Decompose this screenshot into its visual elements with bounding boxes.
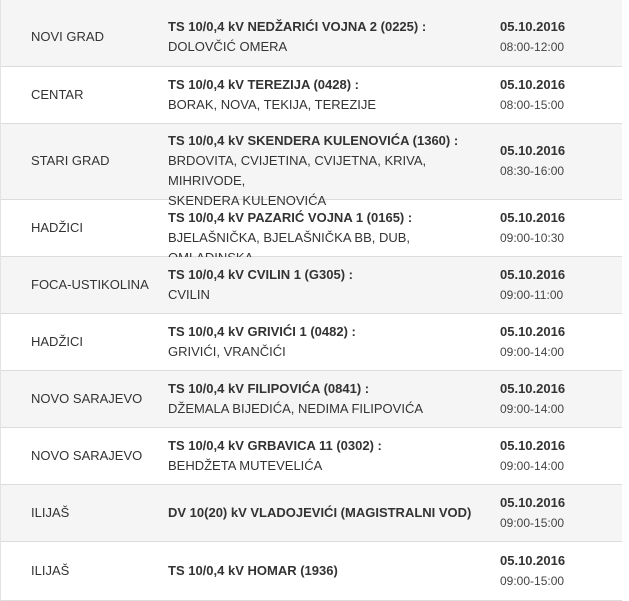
station-cell	[168, 17, 498, 57]
streets-list: CVILIN	[168, 287, 210, 302]
station-cell	[168, 265, 498, 305]
station-cell	[168, 561, 498, 581]
outage-time: 09:00-15:00	[500, 516, 565, 530]
station-name: TS 10/0,4 kV SKENDERA KULENOVIĆA (1360) :	[168, 133, 459, 148]
outage-time: 09:00-10:30	[500, 231, 565, 245]
outage-date: 05.10.2016	[500, 324, 566, 339]
station-name: TS 10/0,4 kV HOMAR (1936)	[168, 563, 338, 578]
area-cell: HADŽICI	[31, 220, 83, 235]
outage-date: 05.10.2016	[500, 77, 566, 92]
area-cell: ILIJAŠ	[31, 563, 70, 578]
time-cell	[500, 436, 565, 476]
table-row	[1, 67, 623, 124]
station-name: TS 10/0,4 kV PAZARIĆ VOJNA 1 (0165) :	[168, 210, 413, 225]
time-cell	[500, 208, 565, 248]
time-cell	[500, 379, 565, 419]
area-cell: NOVI GRAD	[31, 29, 104, 44]
outage-time: 08:00-12:00	[500, 40, 565, 54]
table-row	[1, 485, 623, 542]
table-row	[1, 542, 623, 601]
station-name: TS 10/0,4 kV TEREZIJA (0428) :	[168, 77, 359, 92]
area-cell: STARI GRAD	[31, 153, 110, 168]
outage-time: 09:00-14:00	[500, 345, 565, 359]
streets-list: DOLOVČIĆ OMERA	[168, 39, 288, 54]
streets-list: GRIVIĆI, VRANČIĆI	[168, 344, 286, 359]
station-name: TS 10/0,4 kV NEDŽARIĆI VOJNA 2 (0225) :	[168, 19, 427, 34]
time-cell	[500, 141, 565, 181]
outage-date: 05.10.2016	[500, 381, 566, 396]
station-cell	[168, 131, 498, 211]
table-row	[1, 124, 623, 208]
outage-time: 08:30-16:00	[500, 164, 565, 178]
table-row	[1, 0, 623, 67]
area-cell: ILIJAŠ	[31, 505, 70, 520]
table-row	[1, 314, 623, 371]
streets-list: BRDOVITA, CVIJETINA, CVIJETNA, KRIVA, MIHRIVODE,	[168, 153, 427, 188]
station-name: TS 10/0,4 kV GRIVIĆI 1 (0482) :	[168, 324, 356, 339]
outage-time: 09:00-11:00	[500, 288, 564, 302]
time-cell	[500, 493, 565, 533]
streets-list: DŽEMALA BIJEDIĆA, NEDIMA FILIPOVIĆA	[168, 401, 424, 416]
station-cell	[168, 322, 498, 362]
station-cell	[168, 75, 498, 115]
outage-date: 05.10.2016	[500, 495, 566, 510]
station-name: DV 10(20) kV VLADOJEVIĆI (MAGISTRALNI VOD)	[168, 505, 472, 520]
area-cell: CENTAR	[31, 87, 84, 102]
area-cell: HADŽICI	[31, 334, 83, 349]
area-cell: NOVO SARAJEVO	[31, 448, 143, 463]
table-row	[1, 200, 623, 257]
outage-date: 05.10.2016	[500, 438, 566, 453]
time-cell	[500, 551, 565, 591]
time-cell	[500, 322, 565, 362]
streets-list-continued: SKENDERA KULENOVIĆA	[168, 193, 327, 208]
station-cell	[168, 436, 498, 476]
page-edge	[622, 0, 629, 601]
outage-time: 09:00-14:00	[500, 459, 565, 473]
time-cell	[500, 75, 565, 115]
outage-date: 05.10.2016	[500, 210, 566, 225]
outage-time: 09:00-15:00	[500, 574, 565, 588]
streets-list: BJELAŠNIČKA, BJELAŠNIČKA BB, DUB,	[168, 230, 411, 245]
station-name: TS 10/0,4 kV CVILIN 1 (G305) :	[168, 267, 353, 282]
outage-date: 05.10.2016	[500, 553, 566, 568]
outage-time: 09:00-14:00	[500, 402, 565, 416]
table-row	[1, 257, 623, 314]
station-cell	[168, 379, 498, 419]
area-cell: NOVO SARAJEVO	[31, 391, 143, 406]
time-cell	[500, 17, 565, 57]
table-row	[1, 371, 623, 428]
streets-list: BEHDŽETA MUTEVELIĆA	[168, 458, 323, 473]
outage-time: 08:00-15:00	[500, 98, 565, 112]
station-cell	[168, 503, 498, 523]
outage-date: 05.10.2016	[500, 143, 566, 158]
outage-date: 05.10.2016	[500, 267, 566, 282]
station-name: TS 10/0,4 kV FILIPOVIĆA (0841) :	[168, 381, 370, 396]
table-row	[1, 428, 623, 485]
time-cell	[500, 265, 565, 305]
streets-list: BORAK, NOVA, TEKIJA, TEREZIJE	[168, 97, 377, 112]
area-cell: FOCA-USTIKOLINA	[31, 277, 149, 292]
outage-date: 05.10.2016	[500, 19, 566, 34]
station-name: TS 10/0,4 kV GRBAVICA 11 (0302) :	[168, 438, 382, 453]
